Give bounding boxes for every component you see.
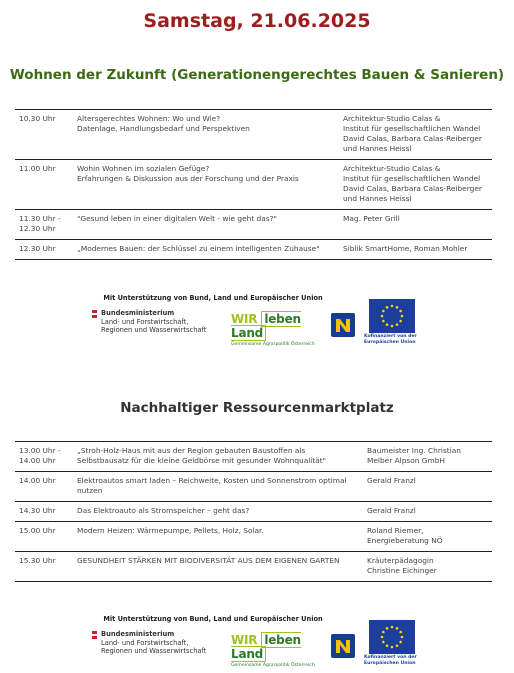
eu-flag-icon [369, 299, 415, 333]
eu-star-icon [381, 315, 384, 318]
speaker-line: Christine Eichinger [367, 566, 437, 575]
talk-line: Altersgerechtes Wohnen: Wo und Wie? [77, 114, 221, 123]
talk-line: Modern Heizen: Wärmepumpe, Pellets, Holz, Solar. [77, 526, 264, 535]
speaker-line: Mag. Peter Grill [343, 214, 400, 223]
eu-caption: Kofinanziert von der Europäischen Union [364, 334, 417, 345]
austria-flag-icon [92, 310, 97, 318]
table-row [15, 502, 492, 522]
talk-cell [73, 240, 339, 260]
niederoesterreich-logo-icon [331, 313, 355, 337]
section-title-wohnen: Wohnen der Zukunft (Generationengerechtes Bauen & Sanieren) [9, 67, 505, 83]
speaker-cell [363, 502, 492, 522]
schedule-table-wohnen [15, 109, 492, 260]
speaker-line: David Calas, Barbara Calas-Reiberger [343, 184, 482, 193]
eu-star-icon [382, 631, 385, 634]
talk-line: „Stroh-Holz-Haus mit aus der Region gebauten Baustoffen als Selbstbausatz für die kleine Geldbörse mit gesunder Wohnqualität" [77, 446, 327, 465]
table-row [15, 522, 492, 552]
talk-line: GESUNDHEIT STÄRKEN MIT BIODIVERSITÄT AUS DEM EIGENEN GARTEN [77, 556, 340, 565]
eu-star-icon [382, 641, 385, 644]
talk-line: Wohin Wohnen im sozialen Gefüge? [77, 164, 210, 173]
speaker-line: Gerald Franzl [367, 506, 416, 515]
eu-star-icon [396, 323, 399, 326]
time-cell: 11.30 Uhr - 12.30 Uhr [15, 210, 73, 240]
table-row [15, 552, 492, 582]
eu-star-icon [396, 627, 399, 630]
eu-star-icon [386, 306, 389, 309]
ministry-line: Regionen und Wasserwirtschaft [101, 647, 207, 655]
sponsor-block [88, 615, 428, 667]
time-cell: 15.00 Uhr [15, 522, 73, 552]
talk-line: Elektroautos smart laden – Reichweite, Kosten und Sonnenstrom optimal nutzen [77, 476, 347, 495]
wir-leben-land-logo [231, 633, 327, 668]
speaker-cell [363, 442, 492, 472]
eu-star-icon [381, 636, 384, 639]
ministry-line: Land- und Forstwirtschaft, [101, 638, 189, 647]
wir-logo-rest: leben Land [231, 312, 301, 340]
speaker-line: Architektur-Studio Calas & [343, 114, 441, 123]
ministry-logo [92, 630, 206, 656]
table-row [15, 442, 492, 472]
speaker-line: Architektur-Studio Calas & [343, 164, 441, 173]
talk-cell [73, 552, 363, 582]
time-cell: 11.00 Uhr [15, 160, 73, 210]
eu-star-icon [391, 325, 394, 328]
table-row [15, 160, 492, 210]
speaker-line: Institut für gesellschaftlichen Wandel [343, 124, 481, 133]
speaker-line: Kräuterpädagogin [367, 556, 434, 565]
sponsor-heading: Mit Unterstützung von Bund, Land und Europäischer Union [103, 615, 323, 623]
eu-star-icon [386, 627, 389, 630]
eu-star-icon [386, 323, 389, 326]
talk-cell [73, 110, 339, 160]
sponsor-heading: Mit Unterstützung von Bund, Land und Europäischer Union [103, 294, 323, 302]
ministry-line: Regionen und Wasserwirtschaft [101, 326, 207, 334]
speaker-line: und Hannes Heissl [343, 194, 412, 203]
eu-star-icon [396, 306, 399, 309]
eu-star-icon [391, 305, 394, 308]
talk-cell [73, 502, 363, 522]
table-row [15, 240, 492, 260]
speaker-line: Roland Riemer, [367, 526, 424, 535]
speaker-cell [339, 110, 492, 160]
wir-logo-sub: Gemeinsame Agrarpolitik Österreich [231, 342, 315, 347]
time-cell: 15.30 Uhr [15, 552, 73, 582]
time-cell: 10.30 Uhr [15, 110, 73, 160]
speaker-cell [339, 240, 492, 260]
niederoesterreich-logo-icon [331, 634, 355, 658]
speaker-line: Energieberatung NÖ [367, 536, 443, 545]
talk-cell [73, 160, 339, 210]
ministry-line: Bundesministerium [101, 309, 175, 317]
section-title-ressourcen: Nachhaltiger Ressourcenmarktplatz [120, 400, 394, 416]
talk-line: "Gesund leben in einer digitalen Welt - wie geht das?" [77, 214, 277, 223]
talk-line: „Modernes Bauen: der Schlüssel zu einem intelligenten Zuhause" [77, 244, 320, 253]
time-cell: 12.30 Uhr [15, 240, 73, 260]
table-row [15, 472, 492, 502]
speaker-line: Gerald Franzl [367, 476, 416, 485]
talk-line: Erfahrungen & Diskussion aus der Forschung und der Praxis [77, 174, 299, 183]
speaker-cell [339, 160, 492, 210]
eu-star-icon [386, 644, 389, 647]
speaker-cell [363, 552, 492, 582]
eu-star-icon [399, 641, 402, 644]
speaker-cell [363, 472, 492, 502]
sponsor-block [88, 294, 428, 346]
talk-line: Datenlage, Handlungsbedarf und Perspektiven [77, 124, 250, 133]
speaker-line: Siblik SmartHome, Roman Mohler [343, 244, 468, 253]
talk-line: Das Elektroauto als Stromspeicher – geht das? [77, 506, 250, 515]
eu-caption: Kofinanziert von der Europäischen Union [364, 655, 417, 666]
eu-star-icon [401, 636, 404, 639]
table-row [15, 210, 492, 240]
time-cell: 13.00 Uhr - 14.00 Uhr [15, 442, 73, 472]
eu-star-icon [396, 644, 399, 647]
time-cell: 14.00 Uhr [15, 472, 73, 502]
talk-cell [73, 522, 363, 552]
eu-star-icon [401, 315, 404, 318]
speaker-line: und Hannes Heissl [343, 144, 412, 153]
eu-star-icon [399, 320, 402, 323]
speaker-line: David Calas, Barbara Calas-Reiberger [343, 134, 482, 143]
schedule-table-ressourcen [15, 441, 492, 582]
talk-cell [73, 442, 363, 472]
wir-logo-sub: Gemeinsame Agrarpolitik Österreich [231, 663, 315, 668]
eu-flag-icon [369, 620, 415, 654]
wir-logo-rest: leben Land [231, 633, 301, 661]
wir-logo-word: WIR [231, 633, 258, 647]
wir-leben-land-logo [231, 312, 327, 347]
eu-star-icon [399, 310, 402, 313]
speaker-line: Institut für gesellschaftlichen Wandel [343, 174, 481, 183]
talk-cell [73, 210, 339, 240]
time-cell: 14.30 Uhr [15, 502, 73, 522]
page-date: Samstag, 21.06.2025 [143, 10, 371, 32]
ministry-logo [92, 309, 206, 335]
ministry-line: Land- und Forstwirtschaft, [101, 317, 189, 326]
speaker-cell [363, 522, 492, 552]
austria-flag-icon [92, 631, 97, 639]
wir-logo-word: WIR [231, 312, 258, 326]
eu-star-icon [391, 646, 394, 649]
eu-star-icon [399, 631, 402, 634]
talk-cell [73, 472, 363, 502]
speaker-cell [339, 210, 492, 240]
ministry-line: Bundesministerium [101, 630, 175, 638]
table-row [15, 110, 492, 160]
speaker-line: Baumeister Ing. Christian Melber Alpson GmbH [367, 446, 461, 465]
eu-star-icon [382, 320, 385, 323]
eu-star-icon [391, 626, 394, 629]
eu-star-icon [382, 310, 385, 313]
